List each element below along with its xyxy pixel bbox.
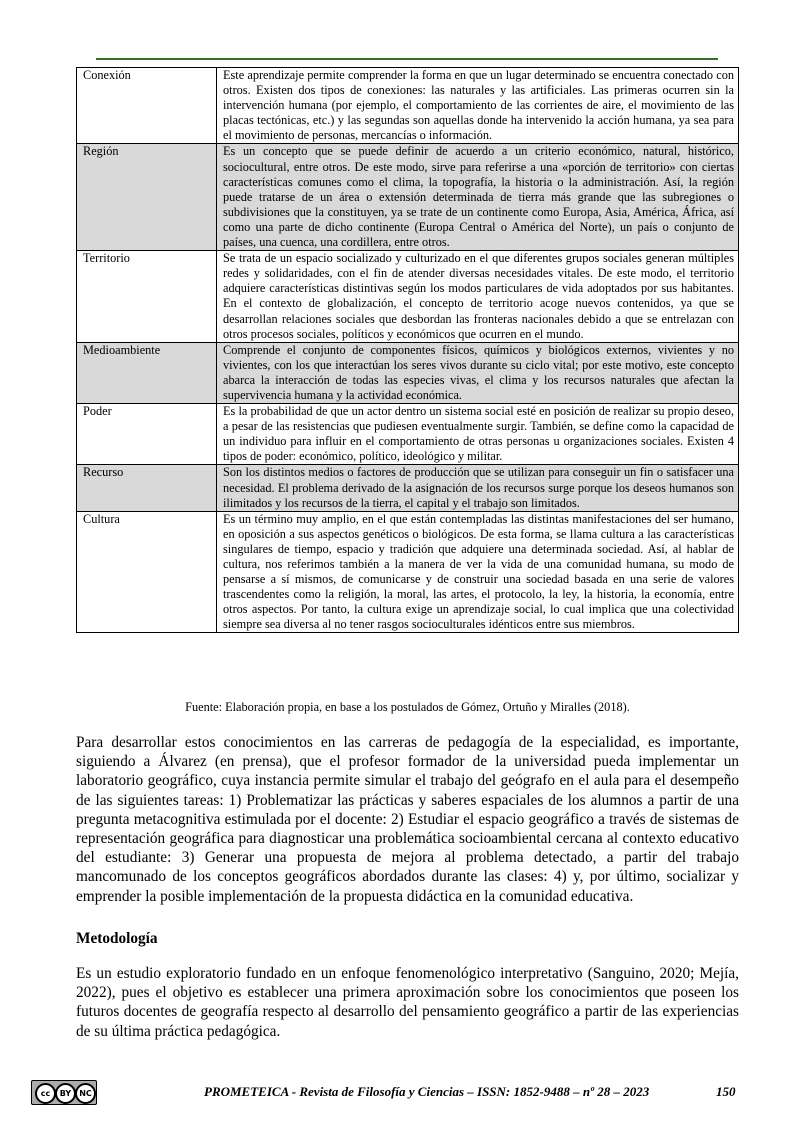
table-row xyxy=(77,342,739,403)
attribution-icon: BY xyxy=(55,1083,76,1104)
concepts-table xyxy=(76,67,739,633)
concept-definition: Comprende el conjunto de componentes físicos, químicos y biológicos externos, vivientes y no vivientes, con los que interactúan los seres vivos durante su ciclo vital; por este motivo, este concepto abarca la interacción de todas las especies vivas, el clima y los recursos naturales que afectan la supervivencia humana y la actividad económica. xyxy=(217,342,739,403)
concept-definition: Es la probabilidad de que un actor dentro un sistema social esté en posición de realizar su propio deseo, a pesar de las resistencias que pudiesen eventualmente surgir. También, se define como la capacidad de un individuo para influir en el comportamiento de otras personas u organizaciones sociales. Existen 4 tipos de poder: económico, político, ideológico y militar. xyxy=(217,404,739,465)
body-paragraph-1: Para desarrollar estos conocimientos en las carreras de pedagogía de la especialidad, es importante, siguiendo a Álvarez (en prensa), que el profesor formador de la universidad pueda implementar un laboratorio geográfico, cuya instancia permite simular el trabajo del geógrafo en el aula para el desempeño de las siguientes tareas: 1) Problematizar las prácticas y saberes espaciales de los alumnos a partir de una pregunta metacognitiva estimulada por el docente: 2) Estudiar el espacio geográfico a través de sistemas de representación geográfica para diagnosticar una problemática socioambiental cercana al contexto educativo del estudiante: 3) Generar una propuesta de mejora al problema detectado, a partir del trabajo mancomunado de los conceptos geográficos abordados durante las clases: 4) y, por último, socializar y emprender la posible implementación de la propuesta didáctica en la comunidad educativa. xyxy=(76,734,739,905)
concept-definition: Es un concepto que se puede definir de acuerdo a un criterio económico, natural, histórico, sociocultural, entre otros. De este modo, sirve para referirse a una «porción de territorio» con ciertas características comunes como el clima, la topografía, la historia o la administración. Así, la región puede tratarse de un área o extensión determinada de tierra más grande que las subregiones o subdivisiones que la constituyen, ya se trate de un continente como Europa, Asia, América, África, así como una parte de dicho continente (Europa Central o América del Norte), un país o conjunto de países, una cuenca, una cordillera, entre otros. xyxy=(217,144,739,251)
concept-definition: Son los distintos medios o factores de producción que se utilizan para conseguir un fin o satisfacer una necesidad. El problema derivado de la asignación de los recursos surge porque los deseos humanos son ilimitados y los recursos de la tierra, el capital y el trabajo son limitados. xyxy=(217,465,739,511)
table-source-note: Fuente: Elaboración propia, en base a los postulados de Gómez, Ortuño y Miralles (2018). xyxy=(185,700,630,714)
noncommercial-icon: NC xyxy=(75,1083,96,1104)
concept-term: Conexión xyxy=(77,68,217,144)
concept-definition: Es un término muy amplio, en el que están contempladas las distintas manifestaciones del ser humano, en oposición a sus aspectos genéticos o biológicos. De esta forma, se llama cultura a las características singulares de tiempo, espacio y tradición que adquiere una determinada sociedad. Así, al hablar de cultura, nos referimos también a la manera de ver la vida de una comunidad humana, su modo de pensarse a sí mismos, de comunicarse y de construir una sociedad basada en una serie de valores trascendentes como la religión, la moral, las artes, el protocolo, la ley, la historia, la economía, entre otros aspectos. Por tanto, la cultura exige un aprendizaje social, lo cual implica que una colectividad siempre sea diversa al no tener rasgos socioculturales idénticos entre sus miembros. xyxy=(217,511,739,633)
concept-term: Recurso xyxy=(77,465,217,511)
table-row xyxy=(77,465,739,511)
concept-term: Región xyxy=(77,144,217,251)
cc-icon: cc xyxy=(35,1083,56,1104)
table-row xyxy=(77,511,739,633)
cc-license-badge[interactable] xyxy=(31,1080,97,1105)
page-footer xyxy=(0,1080,793,1108)
concept-term: Territorio xyxy=(77,251,217,343)
body-paragraph-2: Es un estudio exploratorio fundado en un enfoque fenomenológico interpretativo (Sanguino, 2020; Mejía, 2022), pues el objetivo es establecer una primera aproximación sobre los conocimientos que poseen los futuros docentes de geografía respecto al desarrollo del pensamiento geográfico a partir de las experiencias de su última práctica pedagógica. xyxy=(76,965,739,1040)
header-rule xyxy=(96,58,718,60)
table-row xyxy=(77,144,739,251)
journal-citation: PROMETEICA - Revista de Filosofía y Ciencias – ISSN: 1852-9488 – nº 28 – 2023 xyxy=(204,1084,650,1099)
concept-term: Medioambiente xyxy=(77,342,217,403)
concept-term: Cultura xyxy=(77,511,217,633)
concept-term: Poder xyxy=(77,404,217,465)
concept-definition: Se trata de un espacio socializado y culturizado en el que diferentes grupos sociales generan múltiples redes y solidaridades, con el fin de atender diversas necesidades vitales. De este modo, el territorio adquiere características distintivas según los modos particulares de vida adoptados por sus habitantes. En el contexto de globalización, el concepto de territorio acoge nuevos contenidos, ya que se desarrollan relaciones sociales que desbordan las fronteras nacionales debido a que se entrelazan con otros procesos sociales, políticos y económicos que ocurren en el mundo. xyxy=(217,251,739,343)
table-row xyxy=(77,251,739,343)
table-row xyxy=(77,68,739,144)
concept-definition: Este aprendizaje permite comprender la forma en que un lugar determinado se encuentra conectado con otros. Existen dos tipos de conexiones: las naturales y las artificiales. Las primeras ocurren sin la intervención humana (por ejemplo, el comportamiento de las corrientes de aire, el movimiento de las placas tectónicas, etc.) y las segundas son aquellas donde ha intervenido la acción humana, ya sea para el movimiento de personas, mercancías o información. xyxy=(217,68,739,144)
table-row xyxy=(77,404,739,465)
page-number: 150 xyxy=(716,1084,736,1099)
section-heading-metodologia: Metodología xyxy=(76,930,158,947)
